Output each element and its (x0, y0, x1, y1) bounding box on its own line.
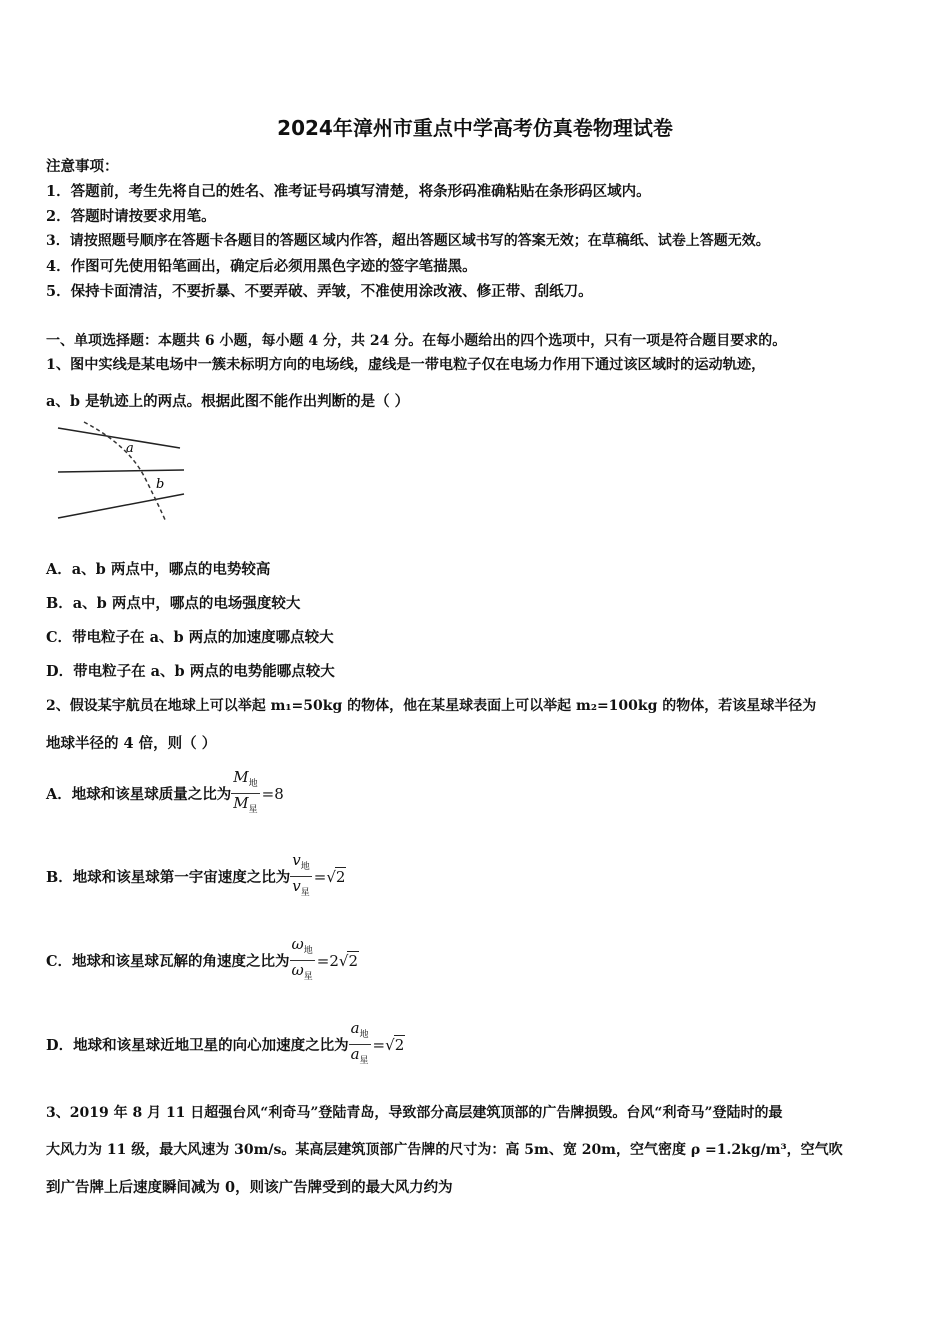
ratio-prefix: = (372, 1036, 386, 1054)
fraction-numerator: v (292, 851, 301, 869)
ratio-value: =√2 (372, 1036, 405, 1054)
numerator-subscript: 地 (303, 946, 313, 956)
fraction-denominator: a (350, 1045, 360, 1063)
ratio-prefix: = (313, 868, 327, 886)
numerator-subscript: 地 (359, 1030, 369, 1040)
fraction-denominator: v (292, 877, 301, 895)
notice-item: 4．作图可先使用铅笔画出，确定后必须用黑色字迹的签字笔描黑。 (46, 258, 477, 275)
page-title: 2024年漳州市重点中学高考仿真卷物理试卷 (277, 116, 673, 140)
field-line (58, 494, 184, 518)
ratio-value: =√2 (313, 868, 346, 886)
electric-field-figure (50, 418, 190, 526)
ratio-prefix: =2 (316, 952, 339, 970)
option-text: A．地球和该星球质量之比为 (46, 786, 232, 803)
q1-option-b: B．a、b 两点中，哪点的电场强度较大 (46, 595, 301, 612)
q2-option-c (46, 935, 359, 986)
option-text: B．地球和该星球第一宇宙速度之比为 (46, 869, 291, 886)
q1-stem-line2: a、b 是轨迹上的两点。根据此图不能作出判断的是（ ） (46, 393, 410, 410)
point-b-label: b (156, 477, 165, 492)
option-text: D．地球和该星球近地卫星的向心加速度之比为 (46, 1037, 349, 1054)
ratio-value: =2√2 (316, 952, 359, 970)
q2-option-a (46, 768, 284, 819)
fraction-denominator: ω (291, 961, 304, 979)
fraction-numerator: a (350, 1019, 360, 1037)
q1-option-c: C．带电粒子在 a、b 两点的加速度哪点较大 (46, 629, 334, 646)
notice-item: 2．答题时请按要求用笔。 (46, 208, 216, 225)
q1-option-a: A．a、b 两点中，哪点的电势较高 (46, 561, 271, 578)
denominator-subscript: 星 (248, 805, 258, 815)
acceleration-ratio-fraction (349, 1019, 371, 1070)
velocity-ratio-fraction (290, 851, 312, 902)
point-a-label: a (126, 441, 134, 456)
denominator-subscript: 星 (303, 972, 313, 982)
denominator-subscript: 星 (300, 888, 310, 898)
q2-option-b (46, 851, 346, 902)
fraction-numerator: M (233, 768, 249, 786)
sqrt-radicand: 2 (335, 868, 346, 886)
notice-item: 5．保持卡面清洁，不要折暴、不要弄破、弄皱，不准使用涂改液、修正带、刮纸刀。 (46, 283, 593, 300)
angular-velocity-ratio-fraction (290, 935, 315, 986)
section-heading: 一、单项选择题：本题共 6 小题，每小题 4 分，共 24 分。在每小题给出的四个选项中，只有一项是符合题目要求的。 (46, 333, 787, 349)
q3-stem-line3: 到广告牌上后速度瞬间减为 0，则该广告牌受到的最大风力约为 (46, 1179, 453, 1196)
numerator-subscript: 地 (300, 862, 310, 872)
field-line (58, 428, 180, 448)
fraction-numerator: ω (291, 935, 304, 953)
q3-stem-line2: 大风力为 11 级，最大风速为 30m/s。某高层建筑顶部广告牌的尺寸为：高 5m、宽 20m，空气密度 ρ =1.2kg/m³，空气吹 (46, 1142, 843, 1158)
numerator-subscript: 地 (248, 779, 258, 789)
mass-ratio-fraction (231, 768, 259, 819)
option-text: C．地球和该星球瓦解的角速度之比为 (46, 953, 290, 970)
notice-heading: 注意事项： (46, 158, 119, 175)
q2-stem-line2: 地球半径的 4 倍，则（ ） (46, 735, 217, 752)
notice-item: 1．答题前，考生先将自己的姓名、准考证号码填写清楚，将条形码准确粘贴在条形码区域内。 (46, 183, 651, 200)
q2-stem-line1: 2、假设某宇航员在地球上可以举起 m₁=50kg 的物体，他在某星球表面上可以举起 m₂=100kg 的物体，若该星球半径为 (46, 698, 817, 714)
q2-option-d (46, 1019, 405, 1070)
ratio-value: =8 (261, 784, 284, 803)
notice-item: 3．请按照题号顺序在答题卡各题目的答题区域内作答，超出答题区域书写的答案无效；在草稿纸、试卷上答题无效。 (46, 233, 770, 249)
sqrt-radicand: 2 (394, 1036, 405, 1054)
q1-option-d: D．带电粒子在 a、b 两点的电势能哪点较大 (46, 663, 335, 680)
q3-stem-line1: 3、2019 年 8 月 11 日超强台风“利奇马”登陆青岛，导致部分高层建筑顶部的广告牌损毁。台风“利奇马”登陆时的最 (46, 1105, 783, 1121)
denominator-subscript: 星 (359, 1056, 369, 1066)
field-line (58, 470, 184, 472)
q1-stem-line1: 1、图中实线是某电场中一簇未标明方向的电场线，虚线是一带电粒子仅在电场力作用下通过该区域时的运动轨迹， (46, 357, 766, 373)
sqrt-radicand: 2 (348, 952, 359, 970)
fraction-denominator: M (233, 794, 249, 812)
